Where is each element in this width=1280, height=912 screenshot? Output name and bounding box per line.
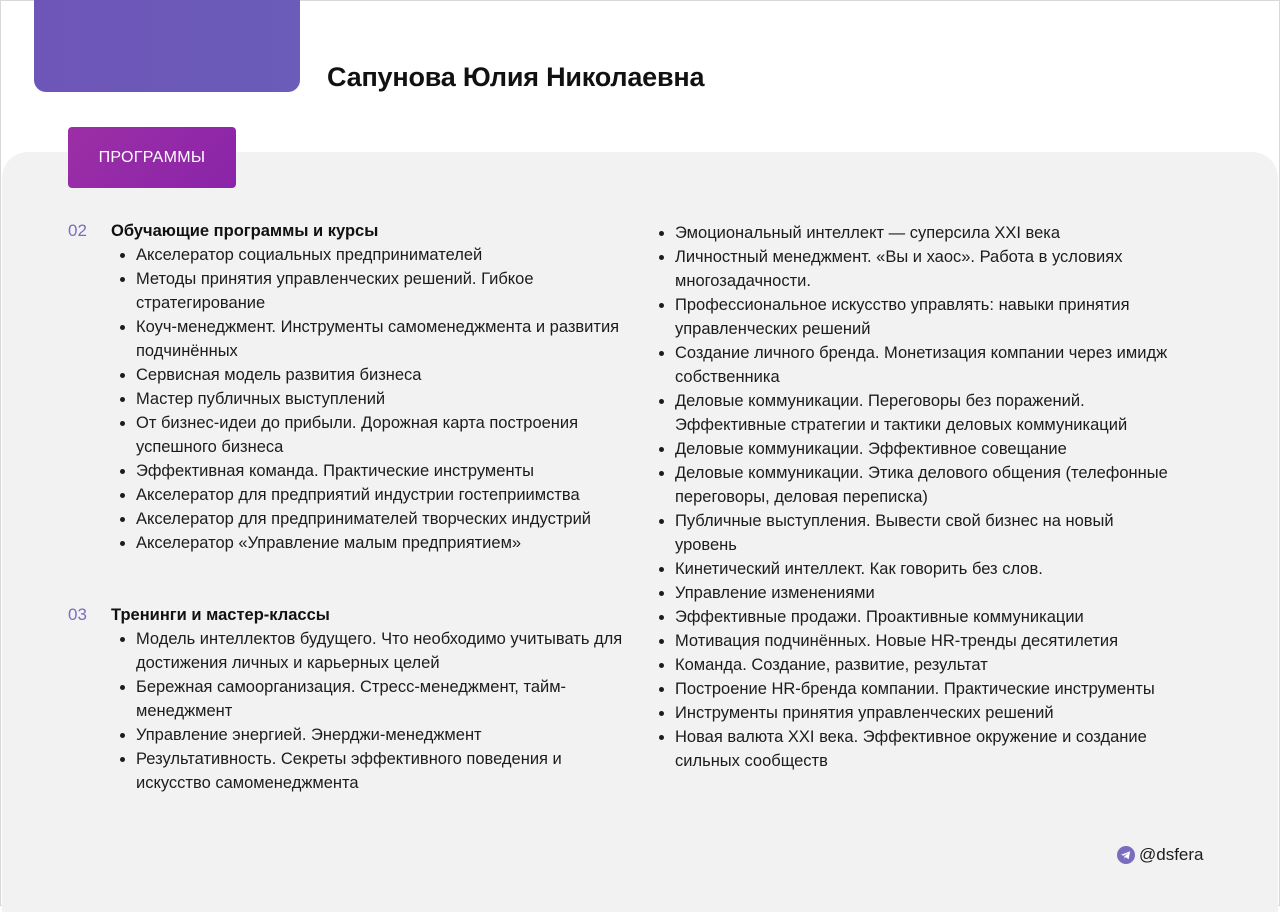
list-item: Деловые коммуникации. Этика делового общения (телефонные переговоры, деловая переписка) <box>657 461 1177 509</box>
list-item: Эмоциональный интеллект — суперсила XXI века <box>657 221 1177 245</box>
training-list-continued <box>657 221 1177 773</box>
list-item: Профессиональное искусство управлять: навыки принятия управленческих решений <box>657 293 1177 341</box>
list-item: Новая валюта XXI века. Эффективное окружение и создание сильных сообществ <box>657 725 1177 773</box>
group-header <box>68 603 628 627</box>
group-number: 03 <box>68 605 87 624</box>
list-item: Эффективные продажи. Проактивные коммуникации <box>657 605 1177 629</box>
telegram-handle-text: @dsfera <box>1139 845 1204 864</box>
list-item: Бережная самоорганизация. Стресс-менеджмент, тайм-менеджмент <box>118 675 628 723</box>
list-item: Управление энергией. Энерджи-менеджмент <box>118 723 628 747</box>
right-column <box>657 221 1177 773</box>
program-list <box>68 243 628 555</box>
telegram-icon <box>1117 846 1135 864</box>
list-item: Акселератор «Управление малым предприятием» <box>118 531 628 555</box>
list-item: Построение HR-бренда компании. Практические инструменты <box>657 677 1177 701</box>
list-item: Эффективная команда. Практические инструменты <box>118 459 628 483</box>
list-item: Акселератор для предприятий индустрии гостеприимства <box>118 483 628 507</box>
telegram-handle-link[interactable] <box>1117 845 1204 865</box>
list-item: Методы принятия управленческих решений. Гибкое стратегирование <box>118 267 628 315</box>
group-trainings <box>68 603 628 795</box>
list-item: Кинетический интеллект. Как говорить без слов. <box>657 557 1177 581</box>
section-tab-programs: ПРОГРАММЫ <box>68 127 236 188</box>
list-item: Инструменты принятия управленческих решений <box>657 701 1177 725</box>
list-item: Создание личного бренда. Монетизация компании через имидж собственника <box>657 341 1177 389</box>
list-item: Управление изменениями <box>657 581 1177 605</box>
list-item: Коуч-менеджмент. Инструменты самоменеджмента и развития подчинённых <box>118 315 628 363</box>
list-item: Результативность. Секреты эффективного поведения и искусство самоменеджмента <box>118 747 628 795</box>
list-item: Акселератор социальных предпринимателей <box>118 243 628 267</box>
list-item: Мастер публичных выступлений <box>118 387 628 411</box>
list-item: Сервисная модель развития бизнеса <box>118 363 628 387</box>
list-item: Публичные выступления. Вывести свой бизнес на новый уровень <box>657 509 1177 557</box>
training-list <box>68 627 628 795</box>
group-training-programs <box>68 219 628 555</box>
group-header <box>68 219 628 243</box>
list-item: Команда. Создание, развитие, результат <box>657 653 1177 677</box>
author-name: Сапунова Юлия Николаевна <box>327 62 705 92</box>
list-item: Деловые коммуникации. Переговоры без поражений. Эффективные стратегии и тактики деловых коммуникаций <box>657 389 1177 437</box>
list-item: Акселератор для предпринимателей творческих индустрий <box>118 507 628 531</box>
group-title: Обучающие программы и курсы <box>111 222 379 240</box>
list-item: Деловые коммуникации. Эффективное совещание <box>657 437 1177 461</box>
list-item: Личностный менеджмент. «Вы и хаос». Работа в условиях многозадачности. <box>657 245 1177 293</box>
list-item: Мотивация подчинённых. Новые HR-тренды десятилетия <box>657 629 1177 653</box>
group-number: 02 <box>68 221 87 240</box>
list-item: Модель интеллектов будущего. Что необходимо учитывать для достижения личных и карьерных целей <box>118 627 628 675</box>
header-color-block <box>34 0 300 92</box>
group-title: Тренинги и мастер-классы <box>111 606 330 624</box>
list-item: От бизнес-идеи до прибыли. Дорожная карта построения успешного бизнеса <box>118 411 628 459</box>
left-column <box>68 219 628 795</box>
